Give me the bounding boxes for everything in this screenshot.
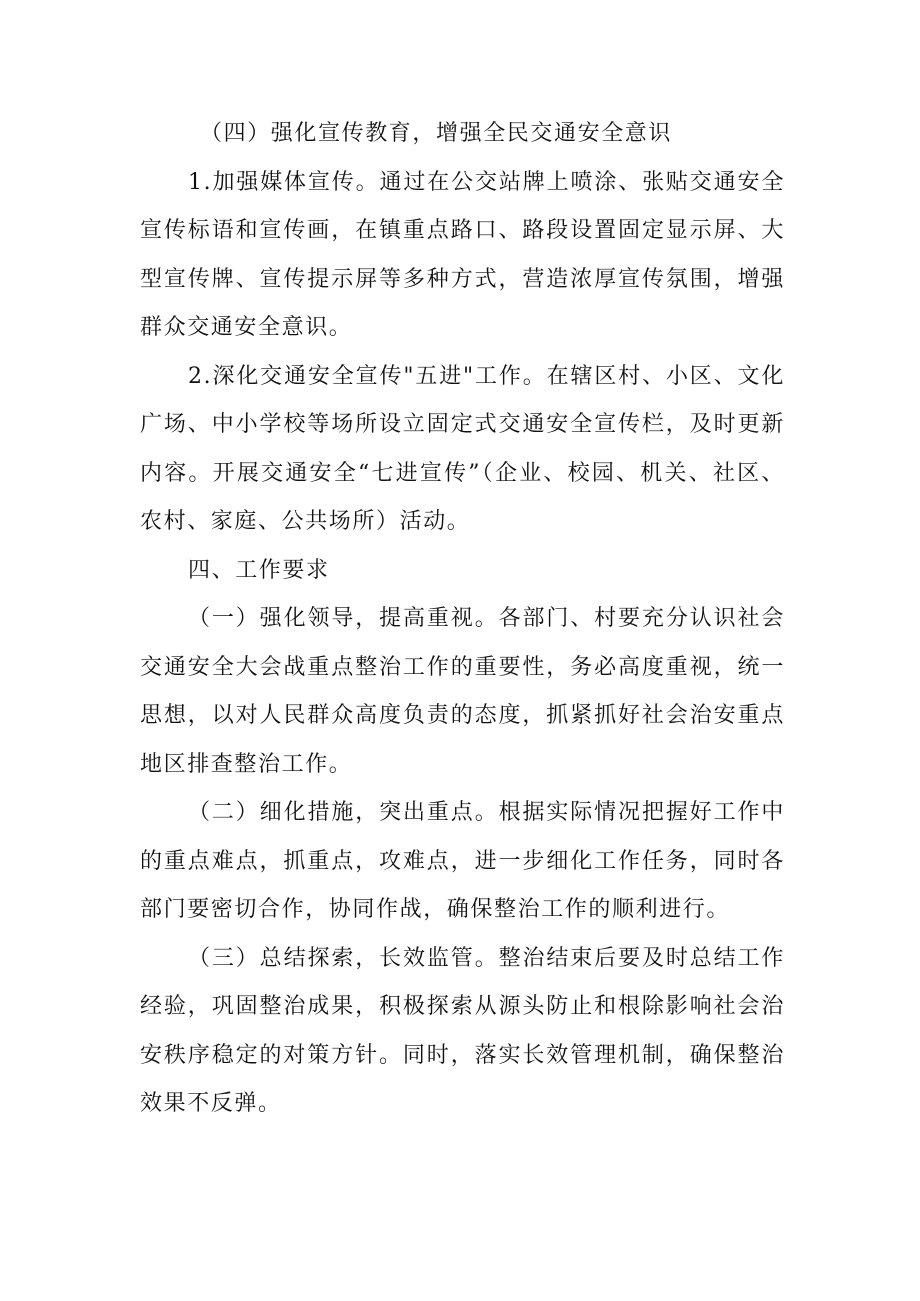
document-page — [140, 110, 785, 1129]
paragraph-requirement-2: （二）细化措施，突出重点。根据实际情况把握好工作中的重点难点，抓重点，攻难点，进一步细化工作任务，同时各部门要密切合作，协同作战，确保整治工作的顺利进行。 — [140, 800, 785, 922]
paragraph-requirement-3: （三）总结探索，长效监管。整治结束后要及时总结工作经验，巩固整治成果，积极探索从源头防止和根除影响社会治安秩序稳定的对策方针。同时，落实长效管理机制，确保整治效果不反弹。 — [140, 945, 785, 1116]
section-heading: （四）强化宣传教育，增强全民交通安全意识 — [200, 121, 673, 146]
paragraph-requirement-1: （一）强化领导，提高重视。各部门、村要充分认识社会交通安全大会战重点整治工作的重要性，务必高度重视，统一思想，以对人民群众高度负责的态度，抓紧抓好社会治安重点地区排查整治工作。 — [140, 606, 785, 777]
paragraph-item-1: 1.加强媒体宣传。通过在公交站牌上喷涂、张贴交通安全宣传标语和宣传画，在镇重点路口、路段设置固定显示屏、大型宣传牌、宣传提示屏等多种方式，营造浓厚宣传氛围，增强群众交通安全意识。 — [140, 169, 785, 340]
paragraph-item-2: 2.深化交通安全宣传"五进"工作。在辖区村、小区、文化广场、中小学校等场所设立固定式交通安全宣传栏，及时更新内容。开展交通安全“七进宣传”（企业、校园、机关、社区、农村、家庭、公共场所）活动。 — [140, 363, 785, 534]
chapter-heading: 四、工作要求 — [188, 557, 330, 583]
